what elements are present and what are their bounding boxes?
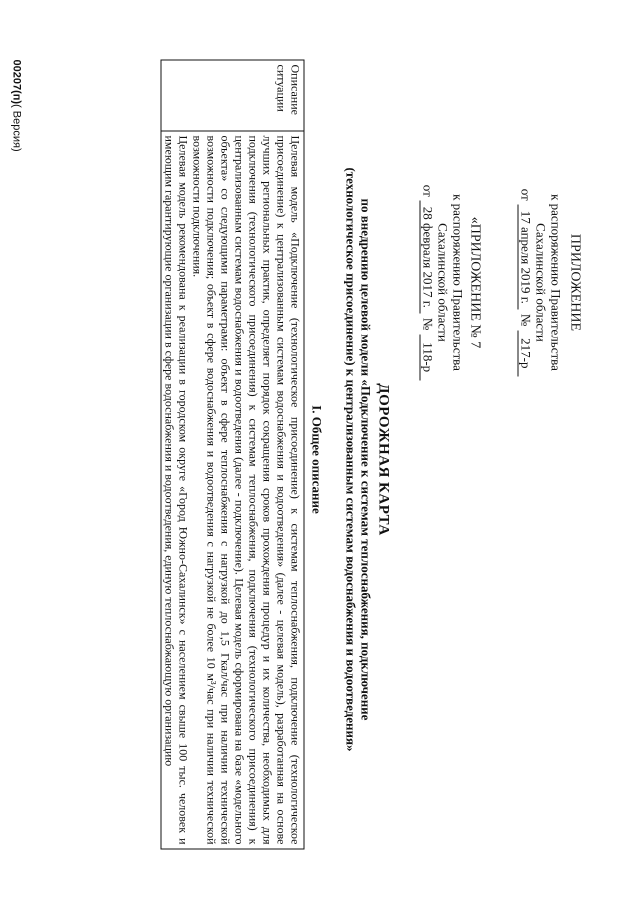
appendix-date-line bbox=[518, 128, 534, 438]
footer-code bbox=[11, 60, 23, 152]
appendix-date: 17 апреля 2019 г. bbox=[518, 205, 534, 310]
appendix7-title: «ПРИЛОЖЕНИЕ № 7 bbox=[467, 216, 483, 349]
document-heading bbox=[344, 60, 391, 860]
appendix-no-sign: № bbox=[518, 313, 534, 327]
appendix-line-1: к распоряжению Правительства bbox=[548, 194, 564, 371]
appendix7-header bbox=[420, 128, 483, 438]
description-table bbox=[161, 60, 305, 850]
table-row bbox=[161, 60, 304, 849]
footer-code-number: 00207(п) bbox=[10, 59, 23, 105]
appendix-line-2: Сахалинской области bbox=[533, 223, 549, 342]
row-content bbox=[161, 131, 304, 849]
appendix7-line-2: Сахалинской области bbox=[435, 223, 451, 342]
row-label: Описание ситуации bbox=[161, 60, 304, 131]
appendix-number: 217-р bbox=[518, 330, 534, 376]
paragraph-1: Целевая модель «Подключение (технологическое присоединение) к системам теплоснабжения, подключение (технологическое присоединение) к централизованным системам водоснабжения и водоотведения» (далее - целевая модель), разработанная на основе лучших региональных практик, определяет порядок сокращения сроков прохождения процедур и их количества, необходимых для подключения (технологического присоединения) к системам теплоснабжения, подключения (технологического присоединения) к централизованным системам водоснабжения и водоотведения (далее - подключение). Целевая модель сформирована на базе «модельного объекта» со следующими параметрами: объект в сфере теплоснабжения с нагрузкой до 1,5 Гкал/час при наличии технической возможности подключения; объект в сфере водоснабжения и водоотведения с нагрузкой не более 10 м³/час при наличии технической возможности подключения. bbox=[190, 135, 303, 845]
appendix7-from: от bbox=[420, 184, 436, 197]
heading-line-3: (технологическое присоединение) к централизованным системам водоснабжения и водоотведения» bbox=[343, 167, 359, 752]
heading-line-2: по внедрению целевой модели «Подключение к системам теплоснабжения, подключение bbox=[358, 198, 374, 721]
paragraph-2: Целевая модель рекомендована к реализации в городском округе «Город Южно-Сахалинск» с населением свыше 100 тыс. человек и имеющим гарантирующие организации в сфере водоснабжения и водоотведения, единую теплоснабжающую организацию bbox=[162, 135, 191, 845]
appendix-from: от bbox=[518, 188, 534, 201]
rotated-sheet bbox=[1, 0, 640, 905]
section-title: I. Общее описание bbox=[309, 405, 325, 514]
appendix-title: ПРИЛОЖЕНИЕ bbox=[567, 233, 583, 332]
appendix7-date-line bbox=[420, 128, 436, 438]
appendix-header bbox=[518, 128, 583, 438]
appendix7-line-1: к распоряжению Правительства bbox=[450, 194, 466, 371]
appendix7-number: 118-р bbox=[420, 334, 436, 380]
appendix7-no-sign: № bbox=[420, 317, 436, 331]
appendix7-date: 28 февраля 2017 г. bbox=[420, 201, 436, 314]
footer-version: ( Версия) bbox=[10, 104, 23, 152]
heading-title: ДОРОЖНАЯ КАРТА bbox=[375, 383, 392, 536]
